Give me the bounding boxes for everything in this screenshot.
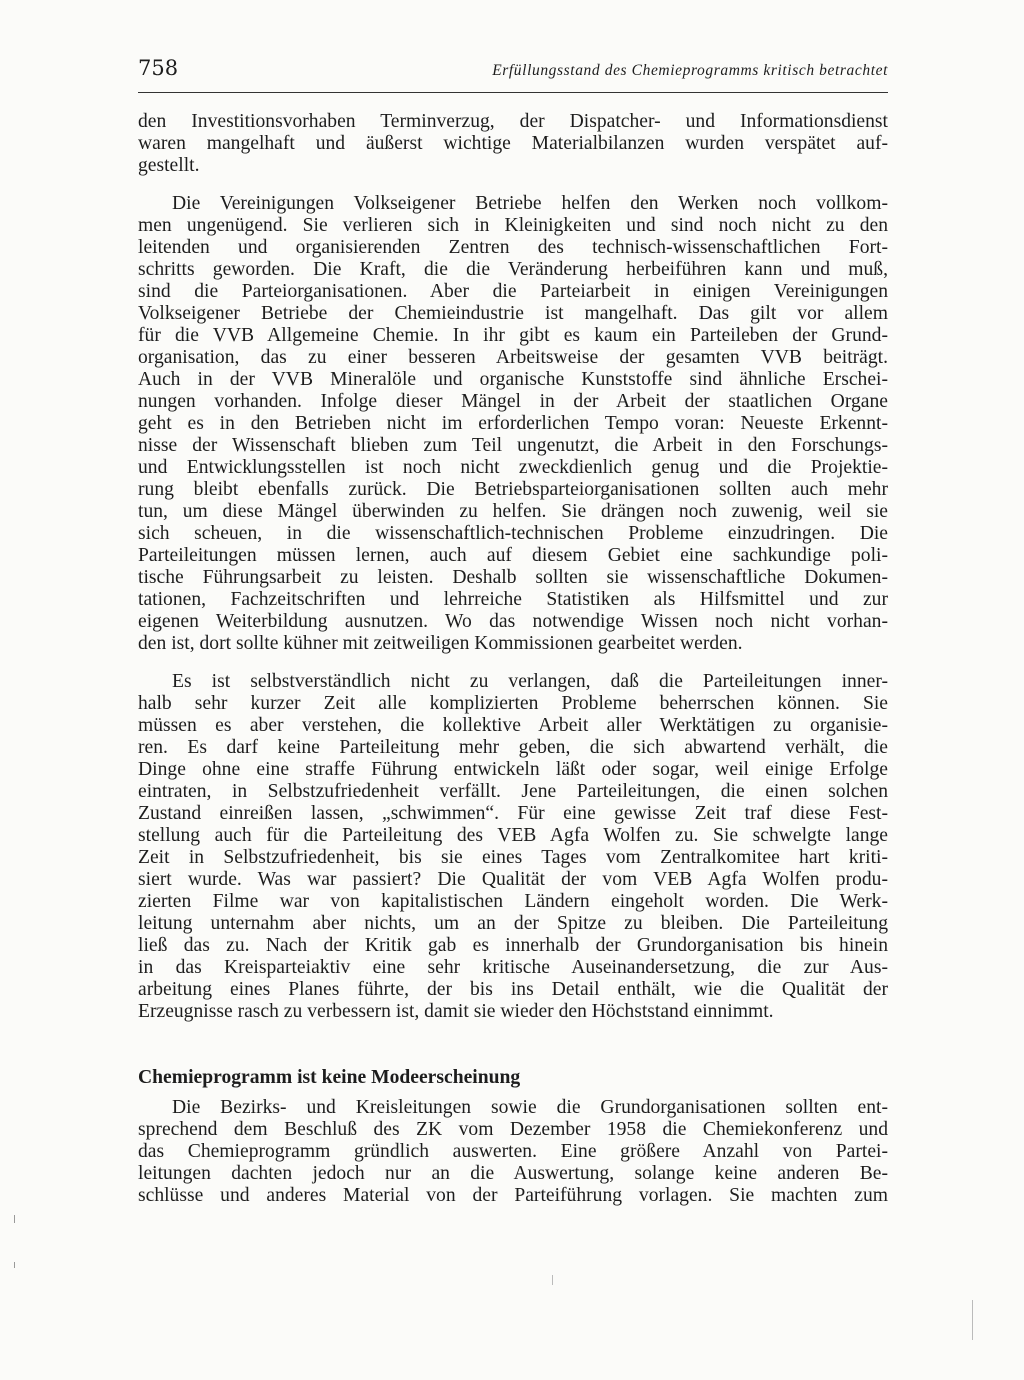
text-line: den ist, dort sollte kühner mit zeitweiligen Kommissionen gearbeitet werden.: [138, 633, 743, 654]
text-line: zierten Filme war von kapitalistischen Ländern eingeholt worden. Die Werk-: [138, 891, 888, 912]
text-line: sprechend dem Beschluß des ZK vom Dezember 1958 die Chemiekonferenz und: [138, 1119, 888, 1140]
section-heading: Chemieprogramm ist keine Modeerscheinung: [138, 1067, 521, 1088]
text-line: eigenen Weiterbildung ausnutzen. Wo das notwendige Wissen noch nicht vorhan-: [138, 611, 888, 632]
page: [138, 52, 888, 1207]
text-line: stellung auch für die Parteileitung des VEB Agfa Wolfen zu. Sie schwelgte lange: [138, 825, 888, 846]
text-line: Die Vereinigungen Volkseigener Betriebe helfen den Werken noch vollkom-: [172, 193, 888, 214]
text-line: tun, um diese Mängel überwinden zu helfen. Sie drängen noch zuwenig, weil sie: [138, 501, 888, 522]
running-title: Erfüllungsstand des Chemieprogramms kritisch betrachtet: [492, 62, 888, 79]
scan-artifact: [972, 1300, 973, 1340]
paragraph-gap: [138, 177, 888, 193]
section-chemieprogramm: [138, 1067, 888, 1207]
text-line: Auch in der VVB Mineralöle und organische Kunststoffe sind ähnliche Erschei-: [138, 369, 888, 390]
text-line: halb sehr kurzer Zeit alle komplizierten Probleme beherrschen können. Sie: [138, 693, 888, 714]
text-line: siert wurde. Was war passiert? Die Qualität der vom VEB Agfa Wolfen produ-: [138, 869, 888, 890]
paragraph-1: [138, 111, 888, 177]
text-line: und Entwicklungsstellen ist noch nicht zweckdienlich genug und die Projektie-: [138, 457, 888, 478]
text-line: Parteileitungen müssen lernen, auch auf diesem Gebiet eine sachkundige poli-: [138, 545, 888, 566]
text-line: schritts geworden. Die Kraft, die die Veränderung herbeiführen kann und muß,: [138, 259, 888, 280]
text-line: schlüsse und anderes Material von der Parteiführung vorlagen. Sie machten zum: [138, 1185, 888, 1206]
text-line: Die Bezirks- und Kreisleitungen sowie die Grundorganisationen sollten ent-: [172, 1097, 888, 1118]
text-line: in das Kreisparteiaktiv eine sehr kritische Auseinandersetzung, die zur Aus-: [138, 957, 888, 978]
paragraph-3: [138, 671, 888, 1023]
text-line: geht es in den Betrieben nicht im erforderlichen Tempo voran: Neueste Erkennt-: [138, 413, 888, 434]
text-line: ließ das zu. Nach der Kritik gab es innerhalb der Grundorganisation bis hinein: [138, 935, 888, 956]
text-line: den Investitionsvorhaben Terminverzug, der Dispatcher- und Informationsdienst: [138, 111, 888, 132]
text-line: das Chemieprogramm gründlich auswerten. Eine größere Anzahl von Partei-: [138, 1141, 888, 1162]
text-line: sind die Parteiorganisationen. Aber die Parteiarbeit in einigen Vereinigungen: [138, 281, 888, 302]
text-line: Zeit in Selbstzufriedenheit, bis sie eines Tages vom Zentralkomitee hart kriti-: [138, 847, 888, 868]
text-line: waren mangelhaft und äußerst wichtige Materialbilanzen wurden verspätet auf-: [138, 133, 888, 154]
text-line: eintraten, in Selbstzufriedenheit verfällt. Jene Parteileitungen, die einen solchen: [138, 781, 888, 802]
text-line: leitenden und organisierenden Zentren des technisch-wissenschaftlichen Fort-: [138, 237, 888, 258]
text-line: nungen vorhanden. Infolge dieser Mängel in der Arbeit der staatlichen Organe: [138, 391, 888, 412]
text-line: leitung unternahm aber nichts, um an der Spitze zu bleiben. Die Parteileitung: [138, 913, 888, 934]
scan-artifact: [14, 1262, 15, 1268]
text-line: ren. Es darf keine Parteileitung mehr geben, die sich abwartend verhält, die: [138, 737, 888, 758]
text-line: für die VVB Allgemeine Chemie. In ihr gibt es kaum ein Parteileben der Grund-: [138, 325, 888, 346]
text-line: arbeitung eines Planes führte, der bis ins Detail enthält, wie die Qualität der: [138, 979, 888, 1000]
running-head: [138, 52, 888, 93]
text-line: rung bleibt ebenfalls zurück. Die Betriebsparteiorganisationen sollten auch mehr: [138, 479, 888, 500]
paragraph-gap: [138, 655, 888, 671]
scan-artifact: [14, 1215, 15, 1223]
text-line: tationen, Fachzeitschriften und lehrreiche Statistiken als Hilfsmittel und zur: [138, 589, 888, 610]
scan-artifact: [552, 1275, 553, 1285]
page-number: 758: [138, 56, 179, 80]
text-line: gestellt.: [138, 155, 200, 176]
text-line: tische Führungsarbeit zu leisten. Deshalb sollten sie wissenschaftliche Dokumen-: [138, 567, 888, 588]
text-line: nisse der Wissenschaft blieben zum Teil ungenutzt, die Arbeit in den Forschungs-: [138, 435, 888, 456]
text-line: Zustand einreißen lassen, „schwimmen“. Für eine gewisse Zeit traf diese Fest-: [138, 803, 888, 824]
text-line: Dinge ohne eine straffe Führung entwickeln läßt oder sogar, weil einige Erfolge: [138, 759, 888, 780]
body-text: [138, 111, 888, 1207]
section-gap: [138, 1023, 888, 1067]
text-line: organisation, das zu einer besseren Arbeitsweise der gesamten VVB beiträgt.: [138, 347, 888, 368]
paragraph-2: [138, 193, 888, 655]
text-line: Volkseigener Betriebe der Chemieindustrie ist mangelhaft. Das gilt vor allem: [138, 303, 888, 324]
text-line: sich scheuen, in die wissenschaftlich-technischen Probleme einzudringen. Die: [138, 523, 888, 544]
text-line: men ungenügend. Sie verlieren sich in Kleinigkeiten und sind noch nicht zu den: [138, 215, 888, 236]
text-line: Es ist selbstverständlich nicht zu verlangen, daß die Parteileitungen inner-: [172, 671, 888, 692]
text-line: Erzeugnisse rasch zu verbessern ist, damit sie wieder den Höchststand einnimmt.: [138, 1001, 774, 1022]
text-line: müssen es aber verstehen, die kollektive Arbeit aller Werktätigen zu organisie-: [138, 715, 888, 736]
text-line: leitungen dachten jedoch nur an die Auswertung, solange keine anderen Be-: [138, 1163, 888, 1184]
